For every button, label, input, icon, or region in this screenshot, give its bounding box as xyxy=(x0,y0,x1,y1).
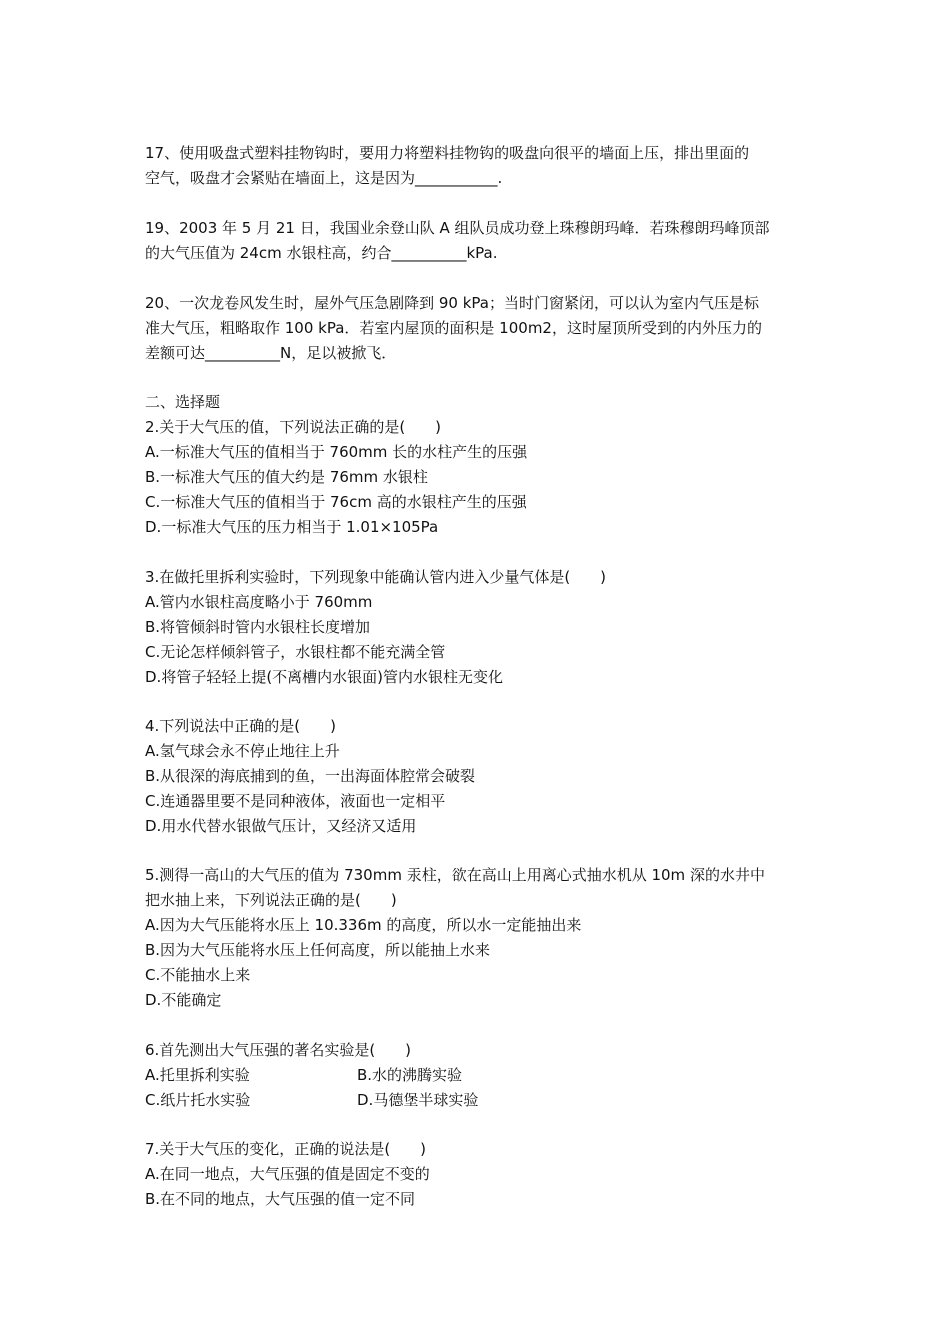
question-2-option-b: B.一标准大气压的值大约是 76mm 水银柱 xyxy=(145,468,428,486)
question-5-option-d: D.不能确定 xyxy=(145,991,222,1009)
question-20-line-1: 20、一次龙卷风发生时，屋外气压急剧降到 90 kPa；当时门窗紧闭，可以认为室内气压是标 xyxy=(145,294,759,312)
question-5-option-b: B.因为大气压能将水压上任何高度，所以能抽上水来 xyxy=(145,941,491,959)
question-5-option-a: A.因为大气压能将水压上 10.336m 的高度，所以水一定能抽出来 xyxy=(145,916,582,934)
question-4-stem: 4.下列说法中正确的是( ) xyxy=(145,717,337,735)
section-title: 二、选择题 xyxy=(145,393,221,411)
question-6-stem: 6.首先测出大气压强的著名实验是( ) xyxy=(145,1041,412,1059)
question-2-option-a: A.一标准大气压的值相当于 760mm 长的水柱产生的压强 xyxy=(145,443,528,461)
question-4-option-d: D.用水代替水银做气压计，又经济又适用 xyxy=(145,817,417,835)
question-6-option-a: A.托里拆利实验 xyxy=(145,1066,250,1084)
question-7-option-a: A.在同一地点，大气压强的值是固定不变的 xyxy=(145,1165,430,1183)
question-17-line-1: 17、使用吸盘式塑料挂物钩时，要用力将塑料挂物钩的吸盘向很平的墙面上压，排出里面的 xyxy=(145,144,750,162)
question-20-line-3: 差额可达__________N，足以被掀飞． xyxy=(145,344,397,362)
question-7-option-b: B.在不同的地点，大气压强的值一定不同 xyxy=(145,1190,416,1208)
question-6-option-c: C.纸片托水实验 xyxy=(145,1091,251,1109)
question-3-option-b: B.将管倾斜时管内水银柱长度增加 xyxy=(145,618,371,636)
question-7-stem: 7.关于大气压的变化，正确的说法是( ) xyxy=(145,1140,427,1158)
question-19-line-1: 19、2003 年 5 月 21 日，我国业余登山队 A 组队员成功登上珠穆朗玛峰．若珠穆朗玛峰顶部 xyxy=(145,219,770,237)
question-5-stem-line-1: 5.测得一高山的大气压的值为 730mm 汞柱，欲在高山上用离心式抽水机从 10m 深的水井中 xyxy=(145,866,765,884)
question-5-stem-line-2: 把水抽上来，下列说法正确的是( ) xyxy=(145,891,397,909)
question-4-option-b: B.从很深的海底捕到的鱼，一出海面体腔常会破裂 xyxy=(145,767,476,785)
question-3-option-a: A.管内水银柱高度略小于 760mm xyxy=(145,593,373,611)
question-2-option-c: C.一标准大气压的值相当于 76cm 高的水银柱产生的压强 xyxy=(145,493,527,511)
question-3-option-c: C.无论怎样倾斜管子，水银柱都不能充满全管 xyxy=(145,643,446,661)
question-3-stem: 3.在做托里拆利实验时，下列现象中能确认管内进入少量气体是( ) xyxy=(145,568,607,586)
question-6-option-b: B.水的沸腾实验 xyxy=(357,1066,463,1084)
question-6-option-d: D.马德堡半球实验 xyxy=(357,1091,479,1109)
question-19-line-2: 的大气压值为 24cm 水银柱高，约合__________kPa. xyxy=(145,244,498,262)
question-20-line-2: 准大气压，粗略取作 100 kPa．若室内屋顶的面积是 100m2，这时屋顶所受到的内外压力的 xyxy=(145,319,762,337)
question-5-option-c: C.不能抽水上来 xyxy=(145,966,251,984)
question-4-option-c: C.连通器里要不是同种液体，液面也一定相平 xyxy=(145,792,446,810)
question-17-line-2: 空气，吸盘才会紧贴在墙面上，这是因为___________. xyxy=(145,169,503,187)
question-3-option-d: D.将管子轻轻上提(不离槽内水银面)管内水银柱无变化 xyxy=(145,668,504,686)
question-2-option-d: D.一标准大气压的压力相当于 1.01×105Pa xyxy=(145,518,439,536)
question-4-option-a: A.氢气球会永不停止地往上升 xyxy=(145,742,340,760)
question-2-stem: 2.关于大气压的值，下列说法正确的是( ) xyxy=(145,418,442,436)
